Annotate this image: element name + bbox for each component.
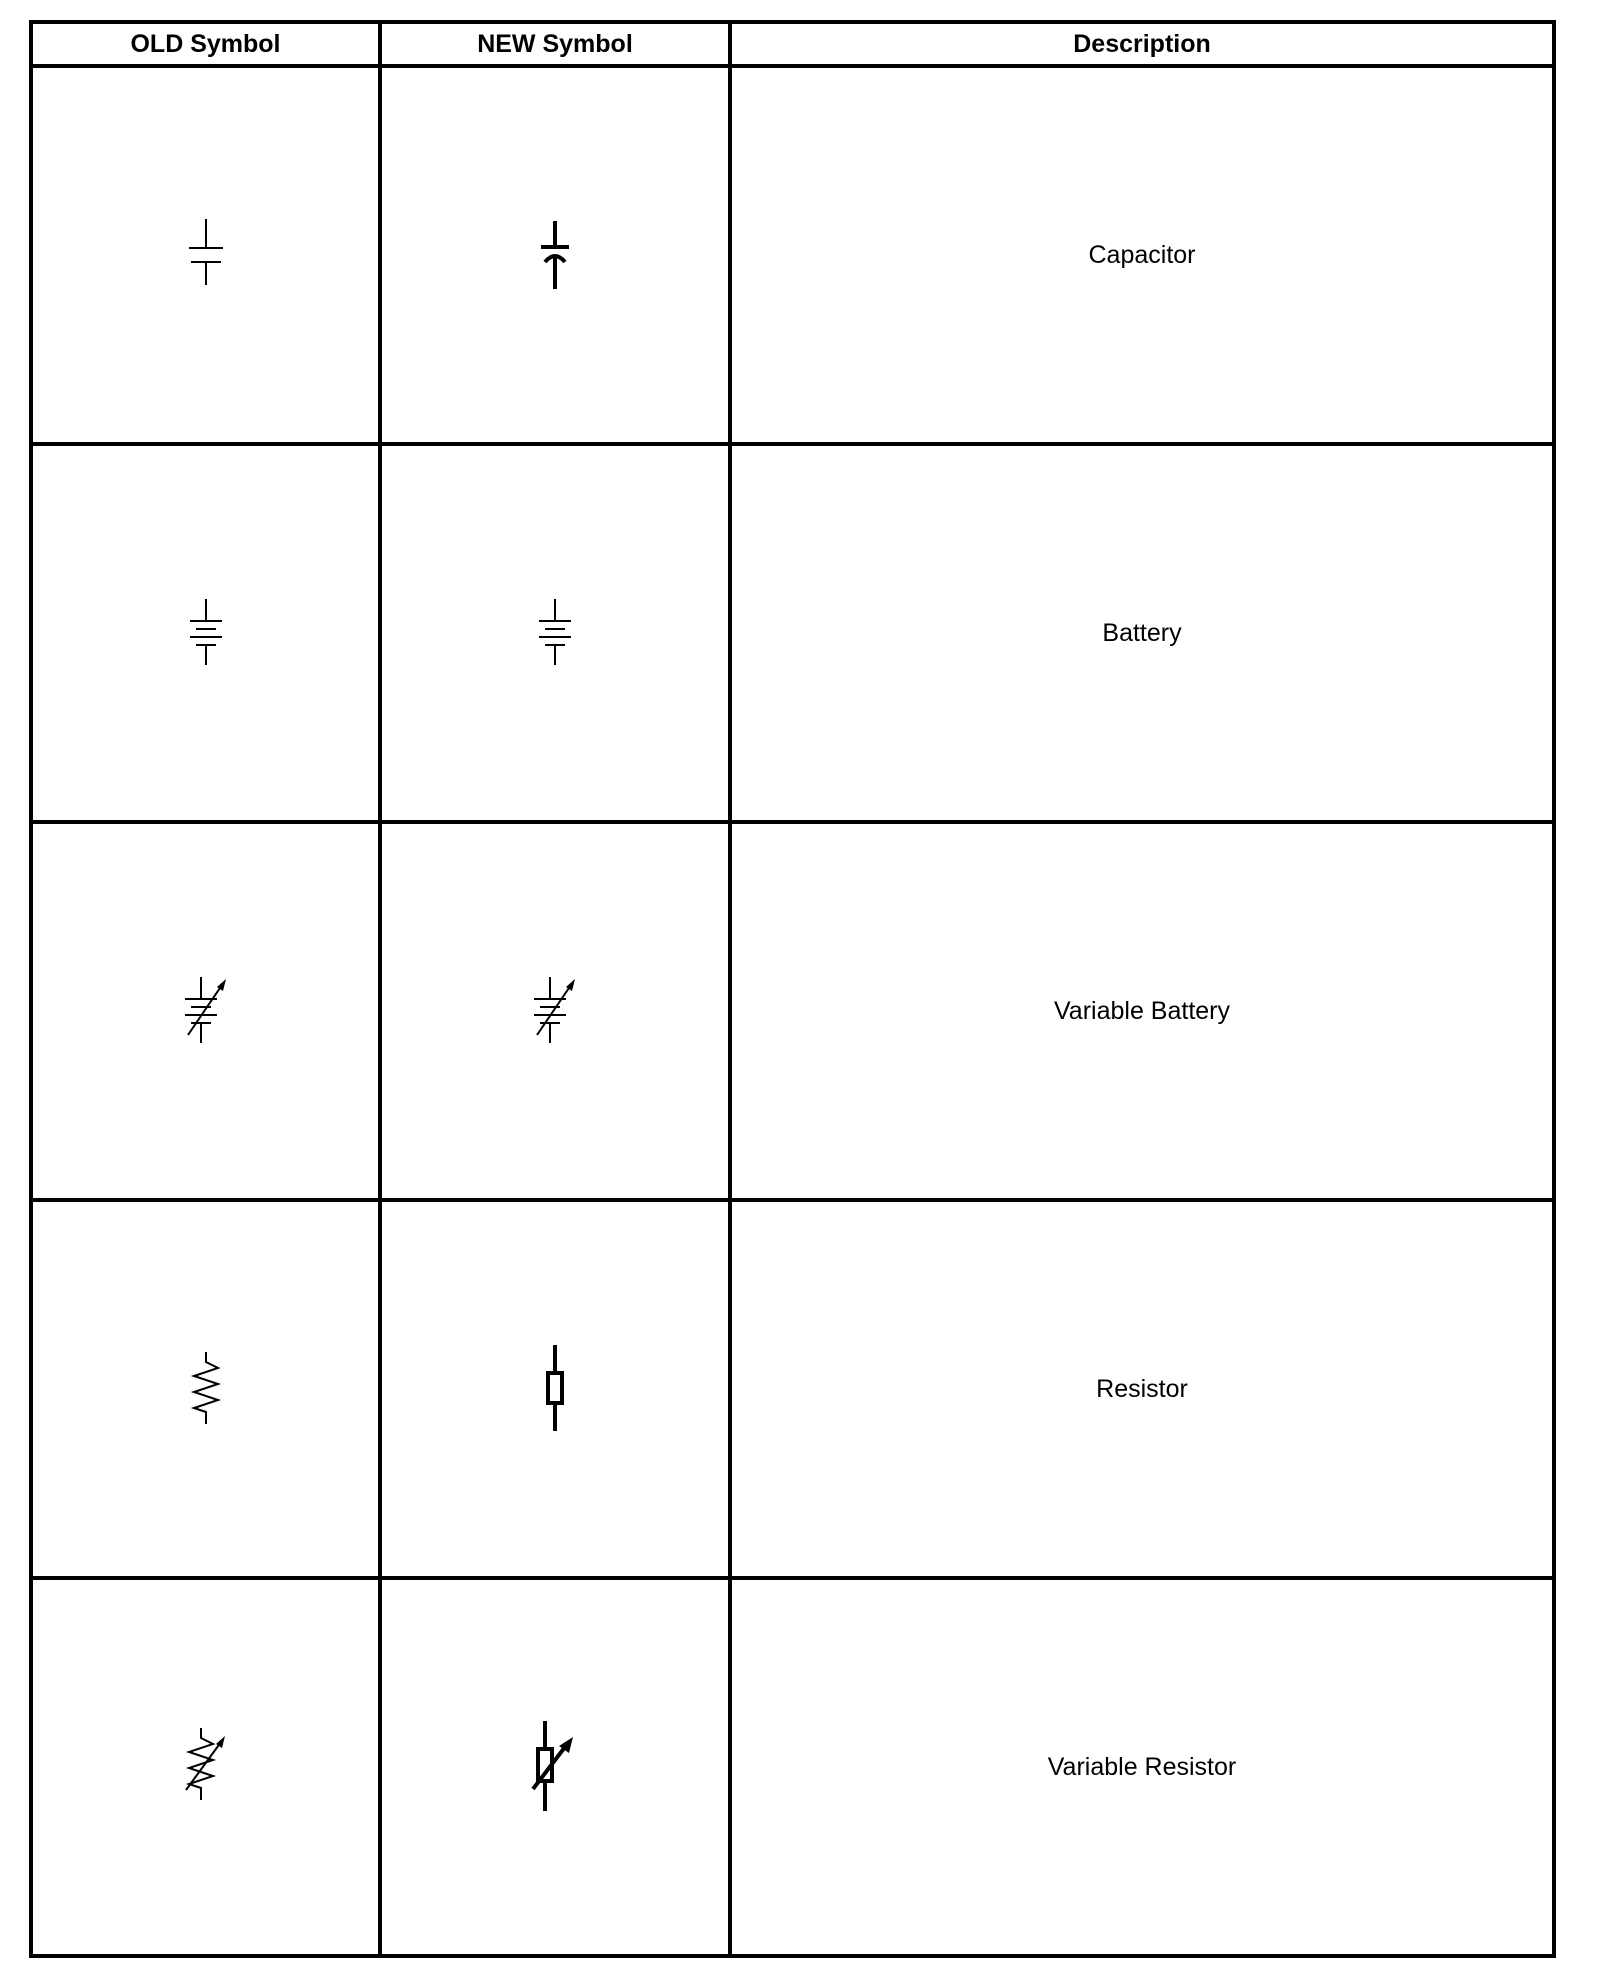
description-cell: Variable Battery [730, 822, 1554, 1200]
capacitor-old-icon [176, 215, 236, 295]
variable-resistor-old-icon [171, 1722, 241, 1812]
resistor-new-icon [525, 1339, 585, 1439]
old-symbol-cell [31, 444, 380, 822]
header-row [31, 22, 1554, 66]
old-symbol-cell [31, 1200, 380, 1578]
old-symbol-cell [31, 1578, 380, 1956]
table-header [31, 22, 1554, 66]
resistor-old-icon [176, 1344, 236, 1434]
battery-old-icon [176, 593, 236, 673]
header-new-symbol: NEW Symbol [380, 22, 730, 66]
table-row [31, 1578, 1554, 1956]
description-cell: Resistor [730, 1200, 1554, 1578]
capacitor-new-icon [525, 215, 585, 295]
new-symbol-cell [380, 444, 730, 822]
new-symbol-cell [380, 66, 730, 444]
old-symbol-cell [31, 822, 380, 1200]
old-symbol-cell [31, 66, 380, 444]
table-body [31, 66, 1554, 1956]
battery-new-icon [525, 593, 585, 673]
header-description: Description [730, 22, 1554, 66]
table-row [31, 444, 1554, 822]
symbol-comparison-table [29, 20, 1556, 1958]
new-symbol-cell [380, 1200, 730, 1578]
header-old-symbol: OLD Symbol [31, 22, 380, 66]
description-cell: Variable Resistor [730, 1578, 1554, 1956]
variable-battery-old-icon [171, 971, 241, 1051]
new-symbol-cell [380, 1578, 730, 1956]
table-row [31, 822, 1554, 1200]
description-cell: Capacitor [730, 66, 1554, 444]
table-row [31, 66, 1554, 444]
variable-resistor-new-icon [515, 1717, 595, 1817]
description-cell: Battery [730, 444, 1554, 822]
new-symbol-cell [380, 822, 730, 1200]
variable-battery-new-icon [520, 971, 590, 1051]
table-row [31, 1200, 1554, 1578]
